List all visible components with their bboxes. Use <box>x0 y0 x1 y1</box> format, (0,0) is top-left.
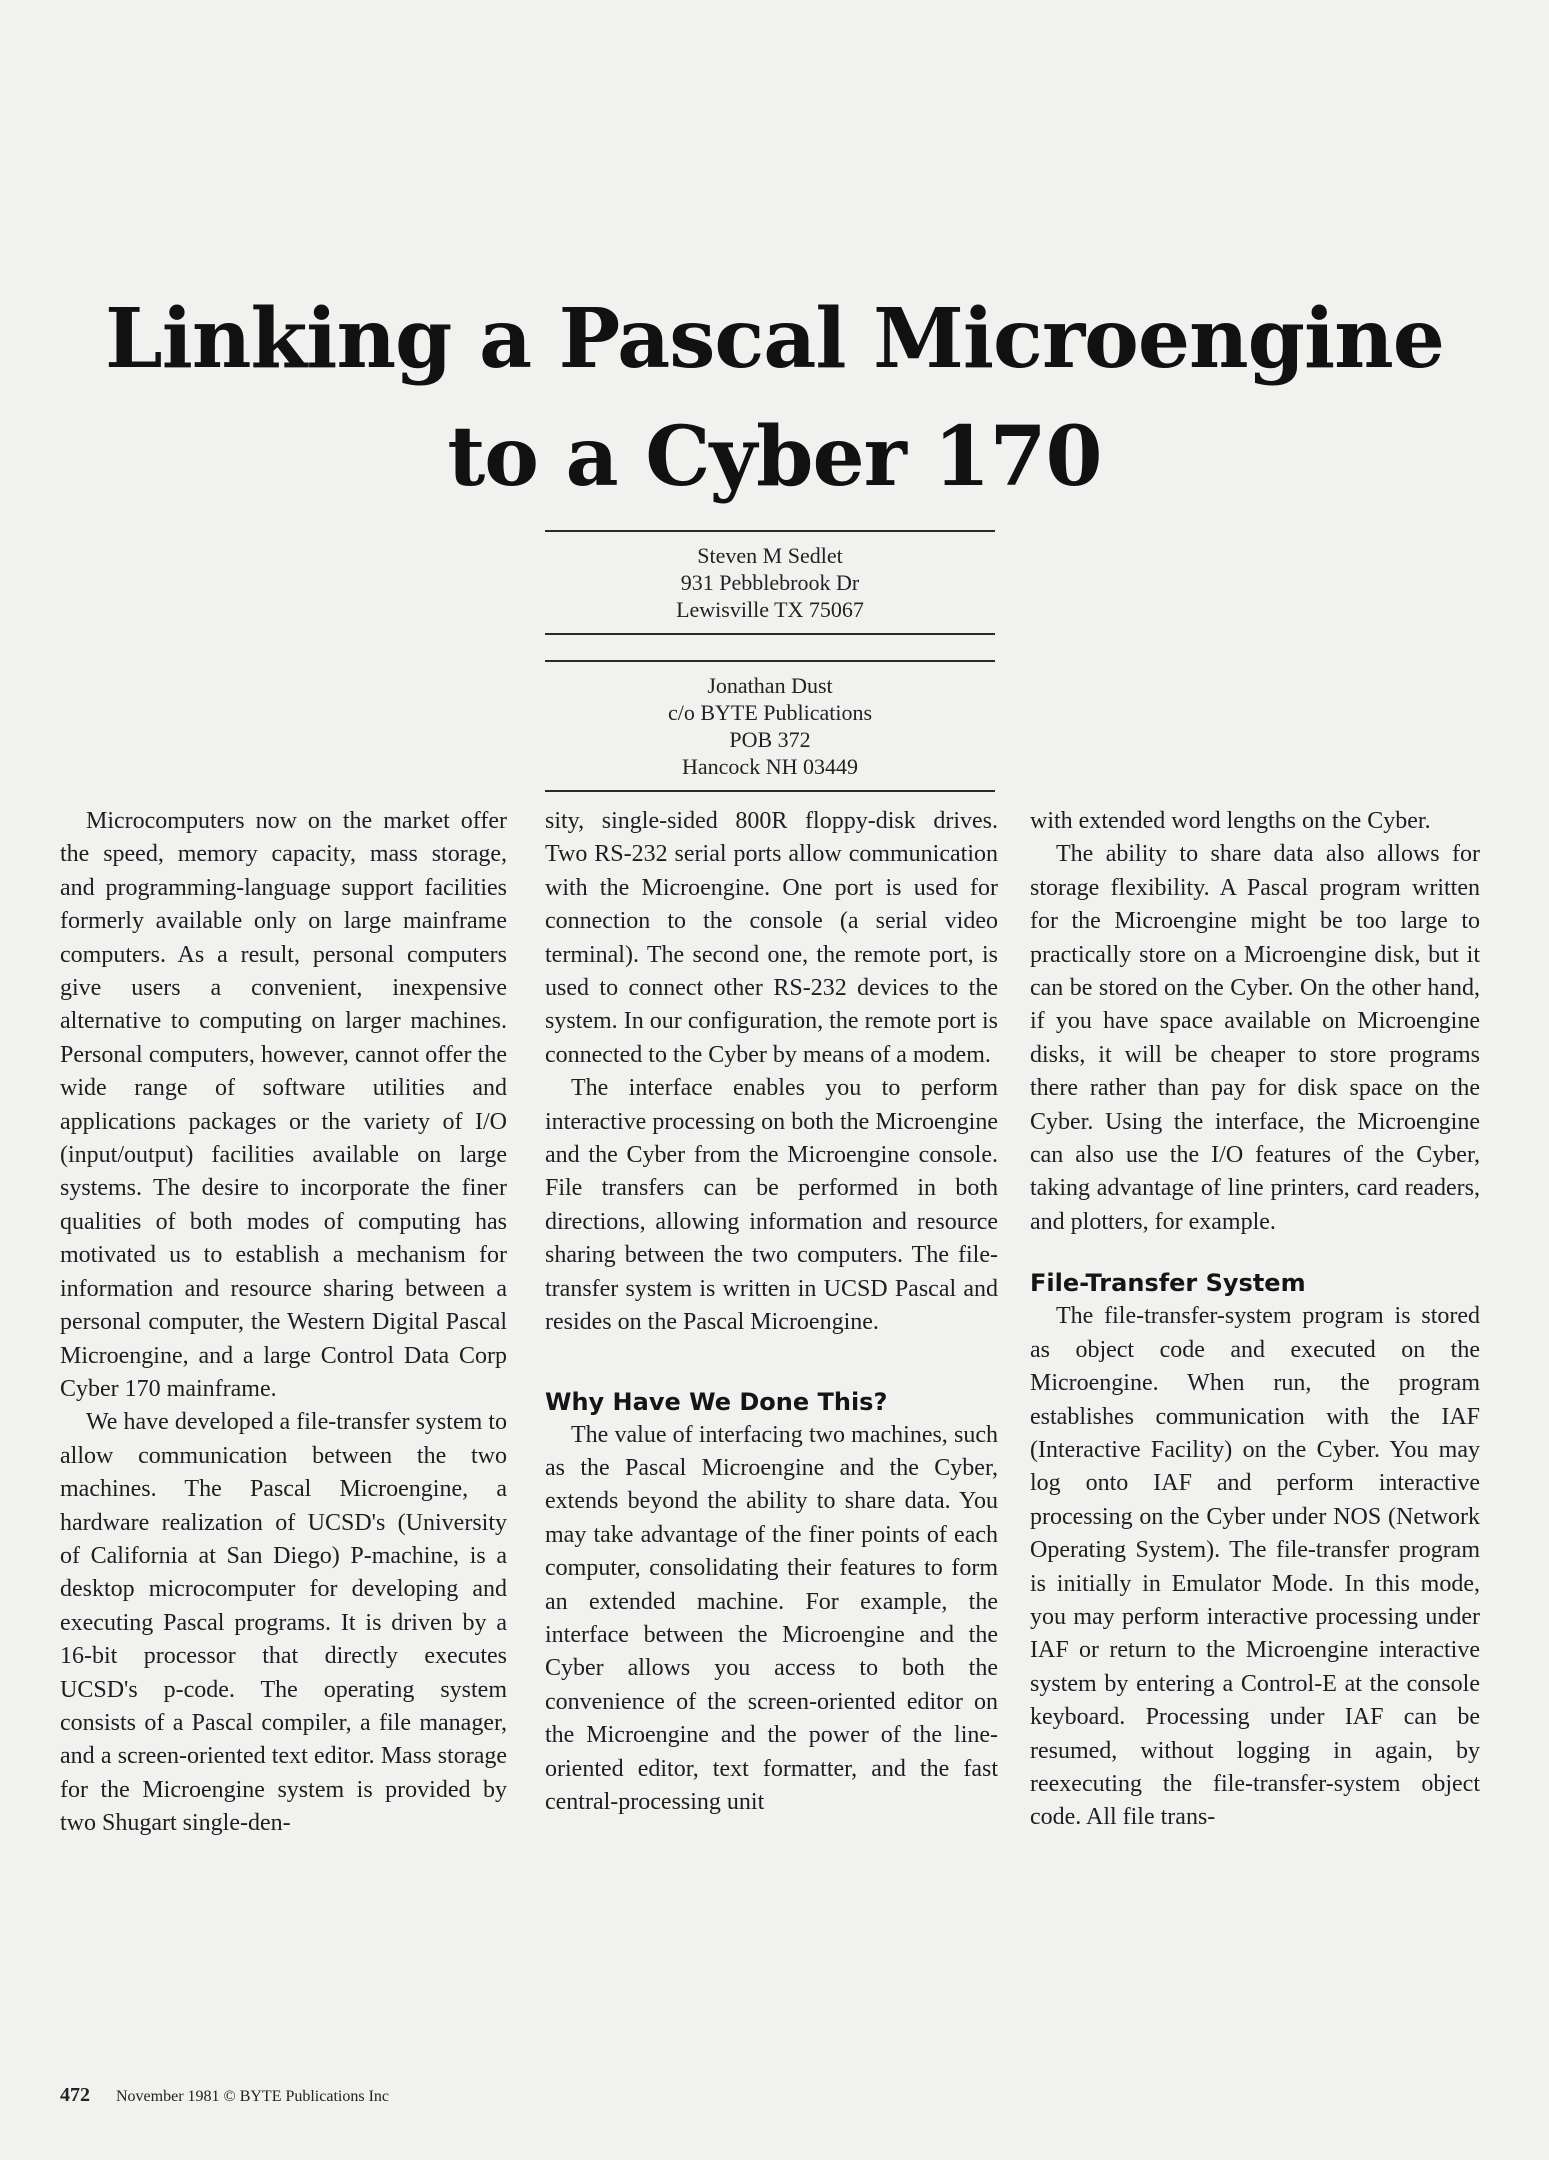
author-name: Jonathan Dust <box>707 673 833 698</box>
title-line-1: Linking a Pascal Microengine <box>105 291 1444 387</box>
footer-credit: November 1981 © BYTE Publications Inc <box>116 2088 389 2105</box>
title-line-2: to a Cyber 170 <box>447 409 1102 505</box>
author-address: c/o BYTE Publications <box>667 700 873 725</box>
author-byline-2 <box>545 660 995 792</box>
author-name: Steven M Sedlet <box>697 543 843 568</box>
paragraph: The file-transfer-system program is stored as object code and executed on the Microengine. When run, the program establishes communication with the IAF (Interactive Facility) on the Cyber. You may log onto IAF and perform interactive processing on the Cyber under NOS (Network Operating System). The file-transfer program is initially in Emulator Mode. In this mode, you may perform interactive processing under IAF or return to the Microengine interactive system by entering a Control-E at the console keyboard. Processing under IAF can be resumed, without logging in again, by reexecuting the file-transfer-system object code. All file trans- <box>1030 1303 1480 1831</box>
byline-rule-bottom <box>545 633 995 635</box>
section-heading-why: Why Have We Done This? <box>545 1387 888 1416</box>
paragraph: Microcomputers now on the market offer the speed, memory capacity, mass storage, and programming-language support facilities formerly available only on large mainframe computers. As a result, personal computers give users a convenient, inexpensive alternative to computing on larger machines. Personal computers, however, cannot offer the wide range of software utilities and applications packages or the variety of I/O (input/output) facilities available on large systems. The desire to incorporate the finer qualities of both modes of computing has motivated us to establish a mechanism for information and resource sharing between a personal computer, the Western Digital Pascal Microengine, and a large Control Data Corp Cyber 170 mainframe. <box>60 808 507 1402</box>
paragraph: The interface enables you to perform interactive processing on both the Microengine and the Cyber from the Microengine console. File transfers can be performed in both directions, allowing information and resource sharing between the two computers. The file-transfer system is written in UCSD Pascal and resides on the Pascal Microengine. <box>545 1075 998 1336</box>
text-column-3 <box>1030 805 1480 1835</box>
page-footer <box>60 2084 389 2107</box>
author-address: 931 Pebblebrook Dr <box>680 570 860 595</box>
author-address: POB 372 <box>729 727 811 752</box>
page-number: 472 <box>60 2084 90 2106</box>
paragraph: sity, single-sided 800R floppy-disk drives. Two RS-232 serial ports allow communication with the Microengine. One port is used for connection to the console (a serial video terminal). The second one, the remote port, is used to connect other RS-232 devices to the system. In our configuration, the remote port is connected to the Cyber by means of a modem. <box>545 808 998 1068</box>
text-column-1 <box>60 805 507 1841</box>
paragraph: We have developed a file-transfer system to allow communication between the two machines. The Pascal Microengine, a hardware realization of UCSD's (University of California at San Diego) P-machine, is a desktop microcomputer for developing and executing Pascal programs. It is driven by a 16-bit processor that directly executes UCSD's p-code. The operating system consists of a Pascal compiler, a file manager, and a screen-oriented text editor. Mass storage for the Microengine system is provided by two Shugart single-den- <box>60 1409 507 1837</box>
byline-rule-bottom <box>545 790 995 792</box>
author-address: Lewisville TX 75067 <box>676 597 864 622</box>
section-heading-file-transfer: File-Transfer System <box>1030 1269 1306 1298</box>
paragraph: The ability to share data also allows for storage flexibility. A Pascal program written for the Microengine might be too large to practically store on a Microengine disk, but it can be stored on the Cyber. On the other hand, if you have space available on Microengine disks, it will be cheaper to store programs there rather than pay for disk space on the Cyber. Using the interface, the Microengine can also use the I/O features of the Cyber, taking advantage of line printers, card readers, and plotters, for example. <box>1030 841 1480 1235</box>
text-column-2 <box>545 805 998 1819</box>
paragraph: with extended word lengths on the Cyber. <box>1030 808 1431 834</box>
article-title <box>0 280 1549 516</box>
author-byline-1 <box>545 530 995 635</box>
paragraph: The value of interfacing two machines, such as the Pascal Microengine and the Cyber, extends beyond the ability to share data. You may take advantage of the finer points of each computer, consolidating their features to form an extended machine. For example, the interface between the Microengine and the Cyber allows you access to both the convenience of the screen-oriented editor on the Microengine and the power of the line-oriented editor, text formatter, and the fast central-processing unit <box>545 1421 998 1815</box>
author-address: Hancock NH 03449 <box>682 754 858 779</box>
